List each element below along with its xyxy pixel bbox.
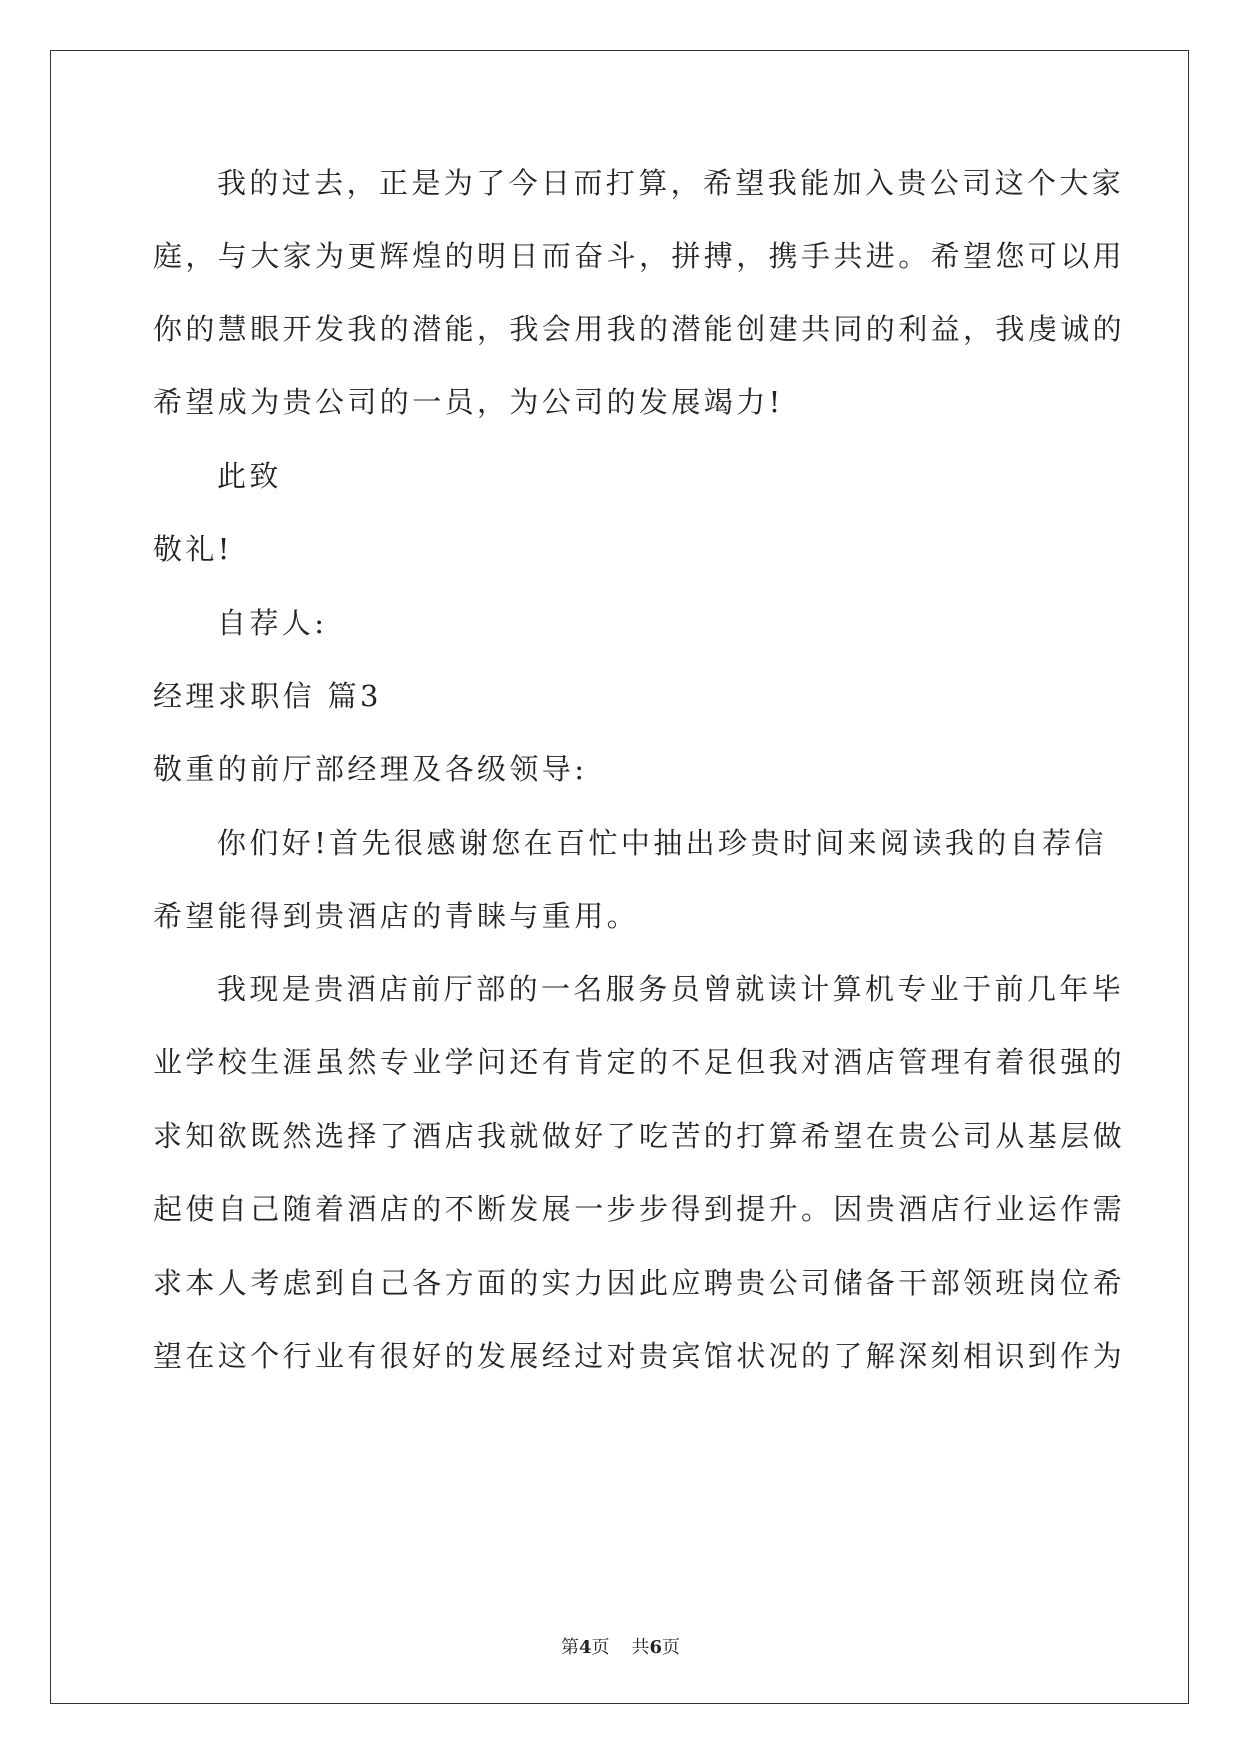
- current-page-number: 4: [578, 1637, 592, 1658]
- greeting-line: 敬重的前厅部经理及各级领导:: [153, 752, 588, 786]
- page-border: [50, 50, 1189, 1704]
- paragraph-line: 我的过去，正是为了今日而打算，希望我能加入贵公司这个大家: [217, 166, 1125, 200]
- paragraph-line: 业学校生涯虽然专业学问还有肯定的不足但我对酒店管理有着很强的: [153, 1045, 1126, 1079]
- paragraph-line: 希望能得到贵酒店的青睐与重用。: [153, 899, 640, 933]
- paragraph-line: 望在这个行业有很好的发展经过对贵宾馆状况的了解深刻相识到作为: [153, 1339, 1126, 1373]
- total-suffix: 页: [662, 1637, 681, 1658]
- section-title: 经理求职信 篇3: [153, 679, 382, 713]
- total-prefix: 共: [631, 1637, 650, 1658]
- closing-line: 此致: [217, 459, 282, 493]
- paragraph-line: 起使自己随着酒店的不断发展一步步得到提升。因贵酒店行业运作需: [153, 1192, 1126, 1226]
- paragraph-line: 庭，与大家为更辉煌的明日而奋斗，拼搏，携手共进。希望您可以用: [153, 239, 1126, 273]
- paragraph-line: 求知欲既然选择了酒店我就做好了吃苦的打算希望在贵公司从基层做: [153, 1119, 1126, 1153]
- paragraph-line: 你的慧眼开发我的潜能，我会用我的潜能创建共同的利益，我虔诚的: [153, 312, 1126, 346]
- signature-line: 自荐人:: [217, 606, 328, 640]
- paragraph-line: 希望成为贵公司的一员，为公司的发展竭力!: [153, 385, 784, 419]
- paragraph-line: 你们好!首先很感谢您在百忙中抽出珍贵时间来阅读我的自荐信: [217, 826, 1107, 860]
- salutation-line: 敬礼!: [153, 532, 233, 566]
- page-footer: [0, 1636, 1241, 1660]
- paragraph-line: 求本人考虑到自己各方面的实力因此应聘贵公司储备干部领班岗位希: [153, 1266, 1126, 1300]
- page-prefix: 第: [560, 1637, 579, 1658]
- total-pages-number: 6: [649, 1637, 663, 1658]
- page-suffix: 页: [591, 1637, 610, 1658]
- paragraph-line: 我现是贵酒店前厅部的一名服务员曾就读计算机专业于前几年毕: [217, 972, 1125, 1006]
